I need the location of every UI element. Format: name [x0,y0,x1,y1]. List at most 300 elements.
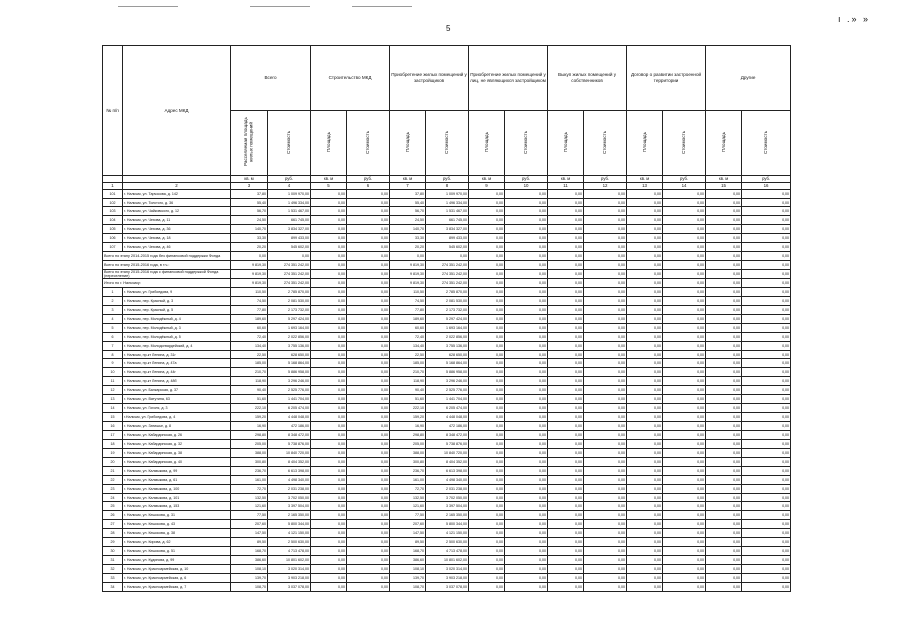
cell-cost: 3 834 327,00 [268,225,311,234]
cell-area: 0,00 [311,493,347,502]
cell-cost: 0,00 [505,261,548,270]
cell-area: 140,70 [390,225,426,234]
cell-cost: 0,00 [347,404,390,413]
cell-cost: 0,00 [742,448,791,457]
cell-area: 0,00 [311,243,347,252]
cell-cost: 4 448 048,00 [268,413,311,422]
cell-cost: 0,00 [505,466,548,475]
cell-cost: 0,00 [347,359,390,368]
cell-cost: 0,00 [742,582,791,591]
cell-cost: 0,00 [505,547,548,556]
table-row [103,573,791,582]
cell-area: 185,00 [390,359,426,368]
cell-cost: 0,00 [584,582,627,591]
table-row [103,296,791,305]
cell-cost: 0,00 [742,493,791,502]
cell-cost: 0,00 [663,350,706,359]
cell-area: 9 819,30 [231,270,268,279]
cell-area: 0,00 [548,502,584,511]
cell-area: 386,60 [390,556,426,565]
cell-cost: 2 173 732,00 [268,305,311,314]
cell-area: 0,00 [469,377,505,386]
table-row [103,582,791,591]
cell-area: 22,50 [390,350,426,359]
cell-area: 0,00 [311,582,347,591]
cell-area: 77,80 [231,305,268,314]
cell-area: 0,00 [706,323,742,332]
cell-area: 121,60 [231,502,268,511]
row-number: 107 [103,243,123,252]
table-row [103,448,791,457]
cell-area: 0,00 [548,341,584,350]
cell-cost: 0,00 [505,448,548,457]
cell-area: 0,00 [548,287,584,296]
cell-area: 132,50 [390,493,426,502]
cell-area: 0,00 [311,270,347,279]
cell-cost: 0,00 [584,547,627,556]
cell-cost: 10 801 602,00 [426,556,469,565]
cell-cost: 0,00 [347,368,390,377]
row-address: г. Нальчик, ул. Кешокова, д. 38 [123,529,231,538]
cell-cost: 2 165 350,00 [268,511,311,520]
cell-area: 37,80 [231,189,268,198]
cell-area: 0,00 [706,225,742,234]
cell-cost: 0,00 [663,520,706,529]
cell-cost: 3 903 218,00 [426,573,469,582]
cell-cost: 0,00 [505,430,548,439]
cell-cost: 0,00 [663,422,706,431]
cell-area: 0,00 [311,189,347,198]
cell-cost: 0,00 [347,323,390,332]
row-address: г. Нальчик, ул. Кешокова, д. 31 [123,511,231,520]
cell-area: 0,00 [548,484,584,493]
cell-area: 0,00 [548,359,584,368]
cell-cost: 0,00 [663,341,706,350]
row-number: 33 [103,573,123,582]
table-row [103,538,791,547]
cell-cost: 5 297 424,00 [268,314,311,323]
row-number: 22 [103,475,123,484]
cell-cost: 0,00 [663,261,706,270]
cell-area: 0,00 [627,252,663,261]
header-group-buyout: Выкуп жилых помещений у собственников [548,46,627,111]
cell-cost: 0,00 [347,422,390,431]
cell-area: 108,10 [390,565,426,574]
header-unit-cell: руб. [426,175,469,182]
cell-area: 0,00 [469,538,505,547]
cell-cost: 0,00 [584,422,627,431]
cell-area: 0,00 [548,234,584,243]
cell-cost: 0,00 [584,189,627,198]
table-row [103,457,791,466]
header-index-cell: 2 [123,182,231,189]
cell-area: 0,00 [706,475,742,484]
cell-cost: 0,00 [742,556,791,565]
cell-cost: 0,00 [742,547,791,556]
row-address: г. Нальчик, ул. Кудинова, д. 99 [123,556,231,565]
row-number: 34 [103,582,123,591]
cell-cost: 6 205 474,00 [268,404,311,413]
row-address: г. Нальчик, пер. Молодогвардейский, д. 4 [123,341,231,350]
cell-area: 108,10 [231,565,268,574]
row-address: г. Нальчик, пр-кт Ленина, д. 31г [123,350,231,359]
cell-cost: 472 186,00 [268,422,311,431]
cell-cost: 0,00 [742,386,791,395]
cell-cost: 6 613 398,00 [426,466,469,475]
cell-cost: 0,00 [663,439,706,448]
row-number: 12 [103,386,123,395]
cell-area: 20,20 [390,243,426,252]
table-row [103,207,791,216]
cell-area: 0,00 [469,484,505,493]
cell-cost: 0,00 [347,350,390,359]
cell-cost: 0,00 [742,484,791,493]
cell-cost: 0,00 [742,243,791,252]
cell-cost: 0,00 [505,520,548,529]
row-address: г. Нальчик, ул. Калмыкова, д. 101 [123,493,231,502]
row-number: 24 [103,493,123,502]
cell-cost: 5 800 344,00 [268,520,311,529]
cell-area: 0,00 [627,395,663,404]
cell-cost: 0,00 [347,493,390,502]
scan-top-line-left [118,6,178,7]
cell-cost: 0,00 [663,484,706,493]
table-row [103,359,791,368]
cell-area: 9 819,30 [231,261,268,270]
cell-area: 0,00 [548,243,584,252]
cell-cost: 0,00 [505,511,548,520]
cell-cost: 0,00 [505,279,548,288]
cell-area: 0,00 [627,538,663,547]
header-group-purchase-non-developers: Приобретение жилых помещений у лиц, не являющихся застройщиком [469,46,548,111]
cell-cost: 0,00 [505,556,548,565]
cell-cost: 0,00 [505,323,548,332]
row-number: 14 [103,404,123,413]
header-sub-cost: Стоимость [426,111,469,176]
cell-cost: 0,00 [505,368,548,377]
cell-area: 0,00 [469,582,505,591]
table-row [103,305,791,314]
cell-area: 0,00 [706,556,742,565]
cell-area: 33,30 [390,234,426,243]
cell-area: 0,00 [627,556,663,565]
cell-area: 0,00 [469,225,505,234]
cell-area: 0,00 [548,305,584,314]
cell-area: 0,00 [311,377,347,386]
cell-cost: 2 031 238,00 [426,484,469,493]
table-subtotal-row [103,270,791,279]
cell-cost: 0,00 [742,279,791,288]
cell-cost: 2 022 856,00 [268,332,311,341]
cell-area: 0,00 [311,261,347,270]
cell-cost: 0,00 [663,225,706,234]
cell-cost: 0,00 [584,198,627,207]
cell-cost: 0,00 [584,341,627,350]
cell-area: 0,00 [548,547,584,556]
cell-cost: 0,00 [742,457,791,466]
cell-cost: 0,00 [505,582,548,591]
cell-area: 0,00 [627,207,663,216]
row-address: г. Нальчик, пр-кт Ленина, д. 44г [123,368,231,377]
cell-cost: 0,00 [584,502,627,511]
cell-area: 22,50 [231,350,268,359]
cell-area: 0,00 [706,386,742,395]
cell-area: 0,00 [548,270,584,279]
table-row [103,422,791,431]
cell-cost: 0,00 [663,296,706,305]
cell-cost: 1 693 164,00 [268,323,311,332]
cell-area: 0,00 [706,368,742,377]
table-row [103,287,791,296]
header-index-cell: 7 [390,182,426,189]
cell-cost: 3 037 078,00 [426,582,469,591]
cell-area: 0,00 [706,395,742,404]
header-sub-area: Площадь [627,111,663,176]
cell-cost: 0,00 [347,502,390,511]
cell-area: 0,00 [469,502,505,511]
cell-cost: 0,00 [742,439,791,448]
table-row [103,502,791,511]
cell-area: 56,70 [231,207,268,216]
row-number: 30 [103,547,123,556]
cell-cost: 0,00 [663,413,706,422]
cell-cost: 0,00 [663,475,706,484]
cell-area: 20,20 [231,243,268,252]
cell-area: 77,50 [231,511,268,520]
cell-area: 161,00 [390,475,426,484]
cell-cost: 0,00 [505,216,548,225]
cell-cost: 0,00 [742,422,791,431]
cell-area: 0,00 [706,252,742,261]
row-address: г. Нальчик, ул. Калмыкова, д. 61 [123,475,231,484]
cell-area: 0,00 [469,279,505,288]
cell-cost: 0,00 [584,332,627,341]
cell-cost: 0,00 [505,270,548,279]
cell-cost: 0,00 [742,350,791,359]
cell-area: 0,00 [627,466,663,475]
cell-area: 77,80 [390,305,426,314]
subtotal-label: Всего по этапу 2015-2016 года с финансовой поддержкой Фонда (переселение) [103,270,231,279]
cell-area: 0,00 [548,296,584,305]
cell-cost: 0,00 [663,332,706,341]
cell-area: 0,00 [627,323,663,332]
cell-cost: 0,00 [347,296,390,305]
cell-area: 0,00 [706,359,742,368]
cell-cost: 0,00 [663,565,706,574]
cell-cost: 8 404 352,00 [426,457,469,466]
cell-cost: 0,00 [742,287,791,296]
cell-cost: 0,00 [347,484,390,493]
cell-cost: 0,00 [347,377,390,386]
cell-area: 0,00 [390,252,426,261]
row-address: г. Нальчик, ул. Затишье, д. 8 [123,422,231,431]
cell-cost: 3 397 504,00 [426,502,469,511]
cell-area: 0,00 [627,287,663,296]
cell-cost: 0,00 [347,314,390,323]
cell-cost: 274 351 242,00 [268,261,311,270]
cell-cost: 10 840 720,00 [426,448,469,457]
cell-area: 0,00 [311,252,347,261]
cell-area: 0,00 [311,234,347,243]
cell-cost: 3 755 136,00 [268,341,311,350]
cell-area: 72,40 [231,332,268,341]
cell-area: 0,00 [627,270,663,279]
cell-area: 0,00 [627,413,663,422]
cell-area: 0,00 [469,466,505,475]
cell-cost: 0,00 [663,511,706,520]
cell-cost: 0,00 [505,341,548,350]
header-unit-cell: руб. [347,175,390,182]
cell-cost: 0,00 [505,573,548,582]
cell-cost: 0,00 [584,556,627,565]
cell-cost: 0,00 [347,252,390,261]
cell-cost: 0,00 [347,565,390,574]
cell-cost: 2 525 776,00 [426,386,469,395]
cell-cost: 0,00 [347,457,390,466]
table-row [103,234,791,243]
table-subtotal-row [103,279,791,288]
cell-area: 0,00 [706,287,742,296]
cell-area: 236,70 [231,466,268,475]
cell-area: 0,00 [311,332,347,341]
header-unit-cell: руб. [742,175,791,182]
cell-area: 0,00 [469,573,505,582]
cell-area: 0,00 [311,538,347,547]
table-row [103,368,791,377]
cell-area: 185,00 [231,359,268,368]
cell-area: 0,00 [627,475,663,484]
table-row [103,332,791,341]
table-row [103,395,791,404]
cell-area: 0,00 [706,493,742,502]
cell-cost: 0,00 [347,243,390,252]
cell-cost: 0,00 [505,198,548,207]
cell-area: 108,70 [390,582,426,591]
cell-area: 0,00 [627,243,663,252]
cell-cost: 0,00 [505,225,548,234]
cell-cost: 0,00 [584,573,627,582]
cell-area: 0,00 [469,448,505,457]
cell-area: 0,00 [548,475,584,484]
cell-cost: 0,00 [505,502,548,511]
cell-area: 0,00 [548,413,584,422]
cell-area: 72,70 [390,484,426,493]
cell-cost: 0,00 [505,404,548,413]
cell-area: 0,00 [627,502,663,511]
cell-area: 0,00 [469,395,505,404]
header-unit-cell: кв. м [627,175,663,182]
header-group-purchase-developers: Приобретение жилых помещений у застройщиков [390,46,469,111]
cell-area: 0,00 [706,413,742,422]
cell-area: 0,00 [469,475,505,484]
cell-area: 0,00 [311,511,347,520]
cell-cost: 0,00 [742,189,791,198]
cell-area: 222,10 [231,404,268,413]
cell-cost: 0,00 [663,547,706,556]
cell-area: 90,40 [231,386,268,395]
cell-cost: 1 441 704,00 [268,395,311,404]
cell-area: 0,00 [311,547,347,556]
header-index-cell: 12 [584,182,627,189]
cell-cost: 0,00 [584,493,627,502]
cell-cost: 0,00 [742,395,791,404]
cell-cost: 6 205 474,00 [426,404,469,413]
cell-cost: 2 785 870,00 [426,287,469,296]
cell-area: 0,00 [311,207,347,216]
row-number: 6 [103,332,123,341]
cell-cost: 0,00 [663,270,706,279]
cell-area: 168,70 [390,547,426,556]
cell-cost: 0,00 [505,422,548,431]
row-address: г. Нальчик, ул. Кабардинская, д. 40 [123,457,231,466]
cell-cost: 0,00 [742,368,791,377]
cell-area: 0,00 [706,430,742,439]
cell-area: 0,00 [627,279,663,288]
cell-area: 0,00 [706,565,742,574]
cell-area: 140,70 [231,225,268,234]
cell-cost: 0,00 [742,475,791,484]
row-address: г. Нальчик, ул. Красноармейская, д. 10 [123,565,231,574]
row-number: 106 [103,234,123,243]
cell-cost: 2 165 350,00 [426,511,469,520]
cell-area: 0,00 [627,573,663,582]
cell-cost: 0,00 [742,216,791,225]
header-index-cell: 15 [706,182,742,189]
cell-cost: 0,00 [584,565,627,574]
cell-area: 108,70 [231,582,268,591]
row-address: г. Нальчик, ул. Ватутина, 63 [123,395,231,404]
cell-cost: 0,00 [584,538,627,547]
table-row [103,225,791,234]
cell-area: 0,00 [706,332,742,341]
row-address: г. Нальчик, ул. Чайковского, д. 12 [123,207,231,216]
cell-cost: 0,00 [347,261,390,270]
cell-area: 0,00 [627,520,663,529]
cell-area: 0,00 [311,422,347,431]
cell-area: 0,00 [627,368,663,377]
cell-area: 110,50 [231,287,268,296]
cell-area: 9 819,30 [231,279,268,288]
row-address: г. Нальчик, ул. Кабардинская, д. 32 [123,439,231,448]
cell-area: 0,00 [706,448,742,457]
cell-cost: 0,00 [584,386,627,395]
row-number: 18 [103,439,123,448]
cell-area: 55,40 [390,198,426,207]
cell-cost: 0,00 [268,252,311,261]
cell-cost: 274 351 242,00 [426,261,469,270]
cell-cost: 0,00 [347,413,390,422]
cell-cost: 3 397 504,00 [268,502,311,511]
cell-cost: 472 186,00 [426,422,469,431]
cell-cost: 0,00 [347,216,390,225]
cell-area: 0,00 [706,422,742,431]
cell-area: 0,00 [548,439,584,448]
cell-cost: 0,00 [584,261,627,270]
cell-cost: 0,00 [663,234,706,243]
cell-area: 139,70 [390,573,426,582]
row-number: 104 [103,216,123,225]
cell-area: 0,00 [548,189,584,198]
cell-cost: 2 785 870,00 [268,287,311,296]
cell-cost: 1 496 334,00 [426,198,469,207]
cell-cost: 0,00 [347,547,390,556]
cell-cost: 0,00 [584,475,627,484]
cell-cost: 0,00 [584,225,627,234]
cell-cost: 0,00 [584,484,627,493]
cell-area: 0,00 [548,252,584,261]
cell-area: 0,00 [627,484,663,493]
row-address: г. Нальчик, ул. Кабардинская, д. 38 [123,448,231,457]
